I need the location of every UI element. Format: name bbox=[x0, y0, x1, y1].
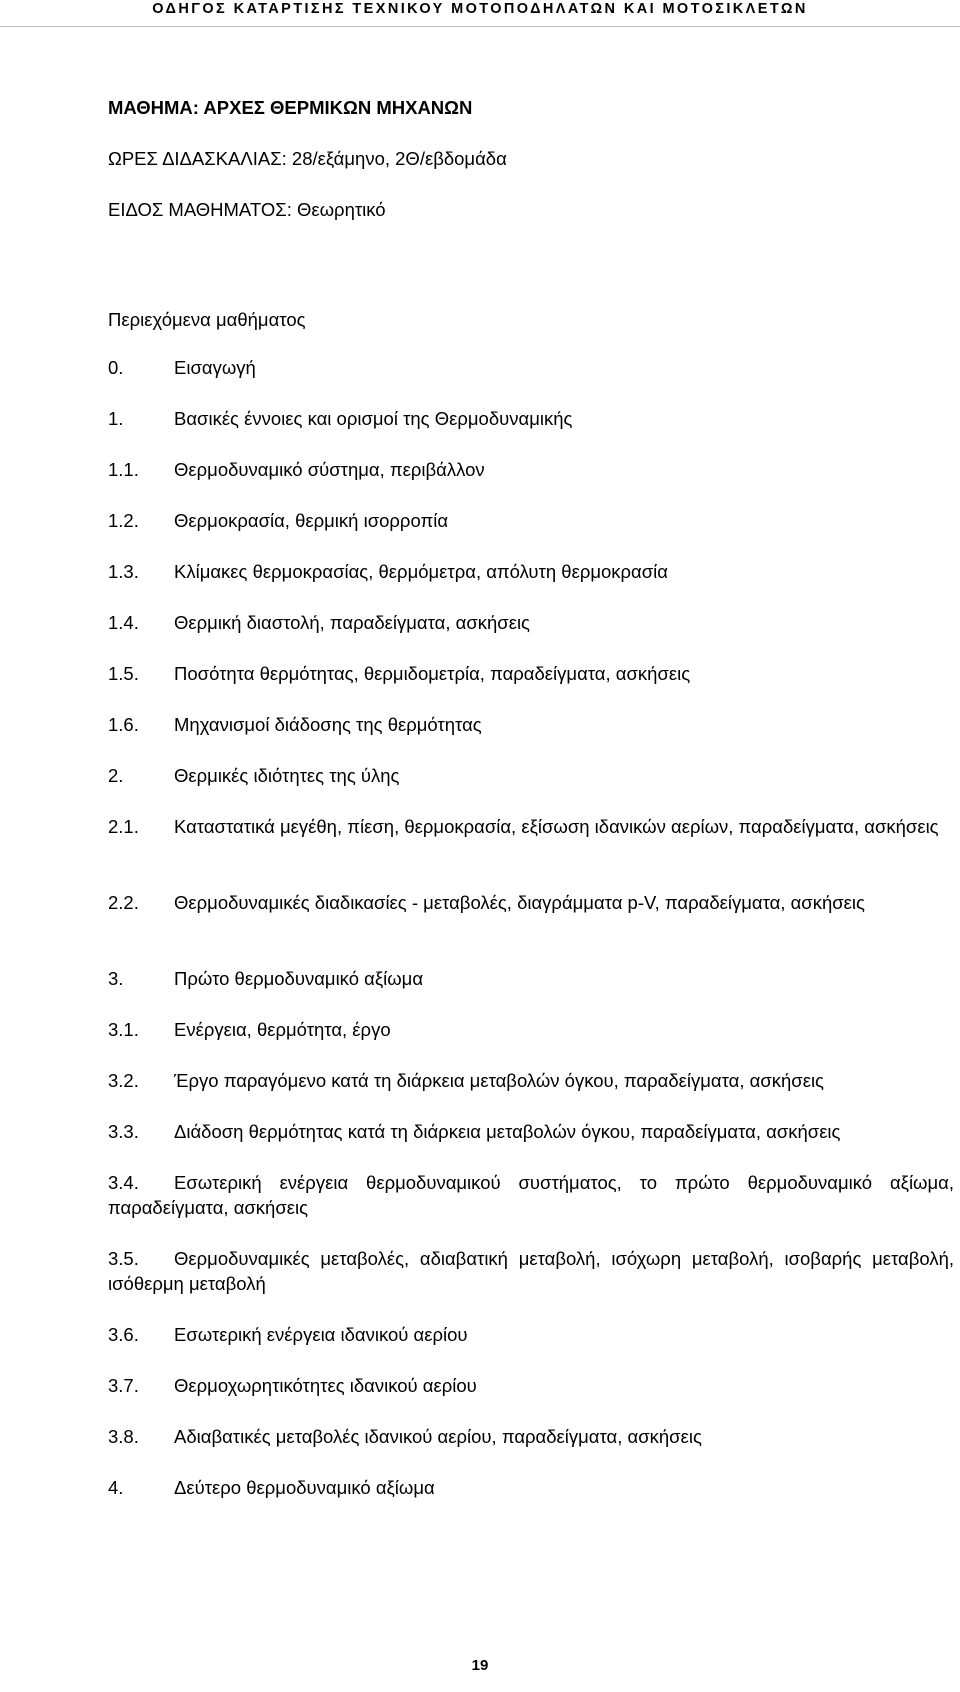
toc-item-number: 3.6. bbox=[108, 1324, 139, 1345]
course-hours: ΩΡΕΣ ΔΙΔΑΣΚΑΛΙΑΣ: 28/εξάμηνο, 2Θ/εβδομάδα bbox=[108, 148, 507, 169]
toc-item-text: Διάδοση θερμότητας κατά τη διάρκεια μεταβολών όγκου, παραδείγματα, ασκήσεις bbox=[174, 1121, 841, 1142]
toc-item-text: Αδιαβατικές μεταβολές ιδανικού αερίου, παραδείγματα, ασκήσεις bbox=[174, 1426, 702, 1447]
toc-item-number: 1.4. bbox=[108, 612, 139, 633]
toc-item-text: Βασικές έννοιες και ορισμοί της Θερμοδυναμικής bbox=[174, 408, 573, 429]
toc-item bbox=[108, 457, 954, 482]
toc-item bbox=[108, 814, 954, 839]
toc-item-text: Θερμοκρασία, θερμική ισορροπία bbox=[174, 510, 449, 531]
toc-item bbox=[108, 1068, 954, 1093]
toc-item bbox=[108, 661, 954, 686]
toc-item-text: Εσωτερική ενέργεια θερμοδυναμικού συστήματος, το πρώτο θερμοδυναμικό αξίωμα, παραδείγματα, ασκήσεις bbox=[108, 1172, 954, 1218]
toc-item bbox=[108, 1424, 954, 1449]
toc-item bbox=[108, 1119, 954, 1144]
toc-item-number: 3.4. bbox=[108, 1172, 139, 1193]
course-title: ΜΑΘΗΜΑ: ΑΡΧΕΣ ΘΕΡΜΙΚΩΝ ΜΗΧΑΝΩΝ bbox=[108, 97, 473, 118]
toc-item-text: Θερμικές ιδιότητες της ύλης bbox=[174, 765, 400, 786]
toc-item-number: 3.2. bbox=[108, 1070, 139, 1091]
toc-item bbox=[108, 763, 954, 788]
toc-item-number: 4. bbox=[108, 1477, 124, 1498]
toc-item-text: Ενέργεια, θερμότητα, έργο bbox=[174, 1019, 391, 1040]
toc-item-text: Έργο παραγόμενο κατά τη διάρκεια μεταβολών όγκου, παραδείγματα, ασκήσεις bbox=[174, 1070, 824, 1091]
toc-item-number: 2.1. bbox=[108, 816, 139, 837]
course-type: ΕΙΔΟΣ ΜΑΘΗΜΑΤΟΣ: Θεωρητικό bbox=[108, 199, 386, 220]
toc-item bbox=[108, 610, 954, 635]
toc-item-text: Καταστατικά μεγέθη, πίεση, θερμοκρασία, εξίσωση ιδανικών αερίων, παραδείγματα, ασκήσεις bbox=[174, 816, 939, 837]
toc-item bbox=[108, 1475, 954, 1500]
toc-item-text: Μηχανισμοί διάδοσης της θερμότητας bbox=[174, 714, 482, 735]
toc-item-text: Θερμοδυναμικό σύστημα, περιβάλλον bbox=[174, 459, 485, 480]
toc-item bbox=[108, 1373, 954, 1398]
toc-item-number: 3.5. bbox=[108, 1248, 139, 1269]
toc-item-text: Θερμοχωρητικότητες ιδανικού αερίου bbox=[174, 1375, 477, 1396]
toc-item-number: 3.7. bbox=[108, 1375, 139, 1396]
toc-item-text: Εσωτερική ενέργεια ιδανικού αερίου bbox=[174, 1324, 468, 1345]
toc-item-text: Κλίμακες θερμοκρασίας, θερμόμετρα, απόλυτη θερμοκρασία bbox=[174, 561, 668, 582]
toc-item bbox=[108, 508, 954, 533]
running-header: ΟΔΗΓΟΣ ΚΑΤΑΡΤΙΣΗΣ ΤΕΧΝΙΚΟΥ ΜΟΤΟΠΟΔΗΛΑΤΩΝ ΚΑΙ ΜΟΤΟΣΙΚΛΕΤΩΝ bbox=[152, 1, 808, 17]
page-number: 19 bbox=[471, 1657, 489, 1674]
toc-item bbox=[108, 406, 954, 431]
toc-item bbox=[108, 712, 954, 737]
toc-item bbox=[108, 966, 954, 991]
toc-item-text: Θερμική διαστολή, παραδείγματα, ασκήσεις bbox=[174, 612, 530, 633]
toc-item-number: 0. bbox=[108, 357, 124, 378]
toc-item-text: Εισαγωγή bbox=[174, 357, 256, 378]
toc-item-number: 3.8. bbox=[108, 1426, 139, 1447]
toc-item-number: 1.6. bbox=[108, 714, 139, 735]
toc-item-text: Πρώτο θερμοδυναμικό αξίωμα bbox=[174, 968, 424, 989]
toc-item bbox=[108, 1322, 954, 1347]
toc-item-number: 1.5. bbox=[108, 663, 139, 684]
toc-item-number: 1.2. bbox=[108, 510, 139, 531]
toc-item-number: 3.1. bbox=[108, 1019, 139, 1040]
toc-item bbox=[108, 1017, 954, 1042]
contents-heading: Περιεχόμενα μαθήματος bbox=[108, 309, 306, 330]
toc-item-text: Δεύτερο θερμοδυναμικό αξίωμα bbox=[174, 1477, 435, 1498]
toc-item-number: 1. bbox=[108, 408, 124, 429]
toc-item-text: Θερμοδυναμικές διαδικασίες - μεταβολές, διαγράμματα p-V, παραδείγματα, ασκήσεις bbox=[174, 892, 865, 913]
toc-item-number: 1.3. bbox=[108, 561, 139, 582]
toc-item bbox=[108, 1170, 954, 1220]
toc-item bbox=[108, 890, 954, 915]
toc-item-number: 2. bbox=[108, 765, 124, 786]
toc-item bbox=[108, 355, 954, 380]
header-divider bbox=[0, 26, 960, 27]
toc-item-number: 1.1. bbox=[108, 459, 139, 480]
toc-item-text: Ποσότητα θερμότητας, θερμιδομετρία, παραδείγματα, ασκήσεις bbox=[174, 663, 691, 684]
toc-item-number: 3. bbox=[108, 968, 124, 989]
toc-item bbox=[108, 1246, 954, 1296]
toc-item-number: 2.2. bbox=[108, 892, 139, 913]
toc-item-number: 3.3. bbox=[108, 1121, 139, 1142]
toc-item bbox=[108, 559, 954, 584]
toc-item-text: Θερμοδυναμικές μεταβολές, αδιαβατική μεταβολή, ισόχωρη μεταβολή, ισοβαρής μεταβολή, ισόθερμη μεταβολή bbox=[108, 1248, 954, 1294]
